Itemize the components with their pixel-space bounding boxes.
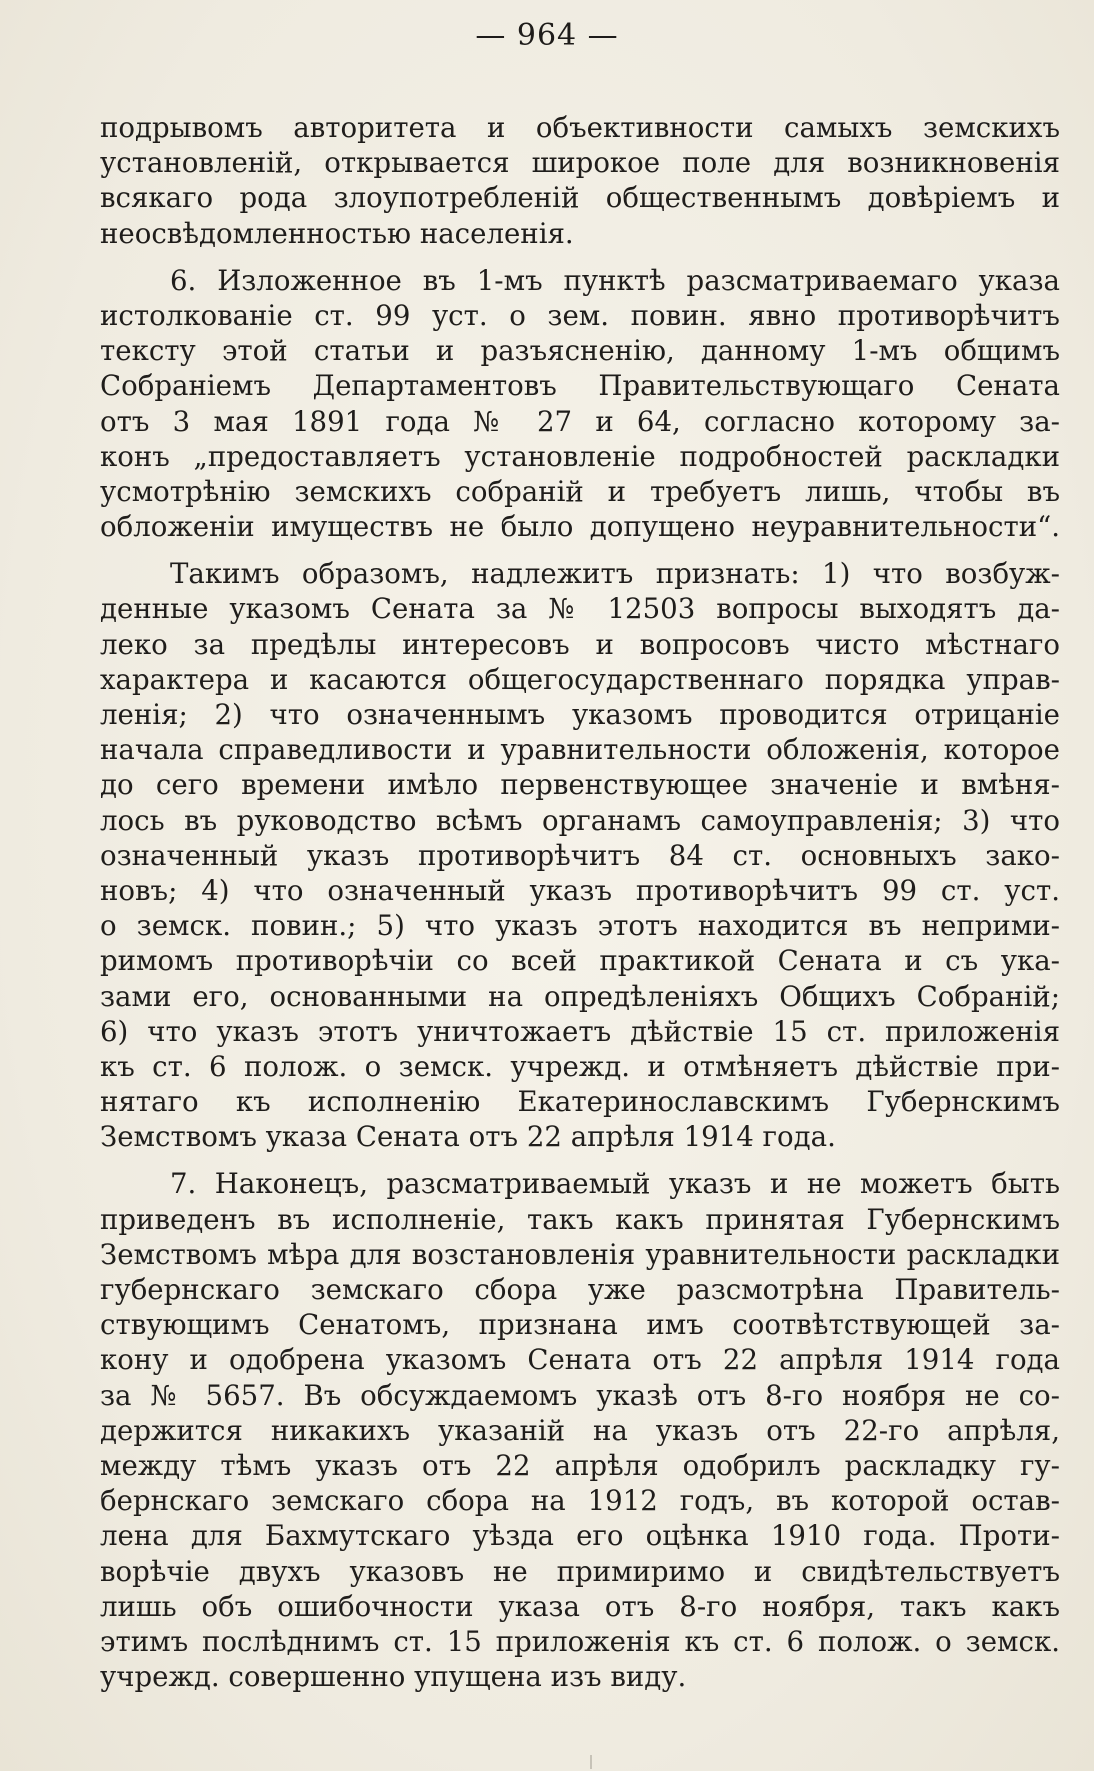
text-line: 7. Наконецъ, разсматриваемый указъ и не можетъ быть bbox=[170, 1167, 1060, 1201]
text-line: начала справедливости и уравнительности обложенія, которое bbox=[100, 733, 1060, 767]
text-line: губернскаго земскаго сбора уже разсмотрѣна Правитель- bbox=[100, 1273, 1060, 1306]
text-line: о земск. повин.; 5) что указъ этотъ находится въ неприми- bbox=[100, 909, 1060, 943]
text-line: Собраніемъ Департаментовъ Правительствующаго Сената bbox=[100, 369, 1060, 403]
text-line: ворѣчіе двухъ указовъ не примиримо и свидѣтельствуетъ bbox=[100, 1554, 1060, 1588]
text-line: обложеніи имуществъ не было допущено неуравнительности“. bbox=[100, 510, 1060, 544]
text-line: установленій, открывается широкое поле для возникновенія bbox=[100, 146, 1060, 180]
text-line: означенный указъ противорѣчитъ 84 ст. основныхъ зако- bbox=[100, 838, 1060, 872]
text-line: лось въ руководство всѣмъ органамъ самоуправленія; 3) что bbox=[100, 803, 1060, 837]
text-line: денные указомъ Сената за № 12503 вопросы выходятъ да- bbox=[100, 592, 1060, 626]
text-line: кону и одобрена указомъ Сената отъ 22 апрѣля 1914 года bbox=[100, 1343, 1060, 1377]
text-line: 6) что указъ этотъ уничтожаетъ дѣйствіе 15 ст. приложенія bbox=[100, 1014, 1060, 1048]
text-line: 6. Изложенное въ 1-мъ пунктѣ разсматриваемаго указа bbox=[170, 263, 1060, 297]
text-line: Земствомъ указа Сената отъ 22 апрѣля 1914 года. bbox=[100, 1120, 836, 1154]
text-line: лена для Бахмутскаго уѣзда его оцѣнка 1910 года. Проти- bbox=[100, 1519, 1060, 1553]
text-line: ленія; 2) что означеннымъ указомъ проводится отрицаніе bbox=[100, 698, 1060, 731]
page-number: — 964 — bbox=[475, 18, 619, 53]
paragraph-6 bbox=[100, 263, 1060, 545]
paragraph-1 bbox=[100, 110, 1060, 251]
text-line: приведенъ въ исполненіе, такъ какъ принятая Губернскимъ bbox=[100, 1202, 1060, 1236]
text-line: новъ; 4) что означенный указъ противорѣчитъ 99 ст. уст. bbox=[100, 873, 1060, 907]
text-line: конъ „предоставляетъ установленіе подробностей раскладки bbox=[100, 439, 1060, 473]
text-line: нятаго къ исполненію Екатеринославскимъ Губернскимъ bbox=[100, 1085, 1060, 1119]
text-line: всякаго рода злоупотребленій общественнымъ довѣріемъ и bbox=[100, 181, 1060, 215]
scan-mark bbox=[590, 1755, 592, 1769]
paragraph-7 bbox=[100, 1166, 1060, 1694]
text-line: ствующимъ Сенатомъ, признана имъ соотвѣтствующей за- bbox=[100, 1308, 1060, 1342]
text-line: неосвѣдомленностью населенія. bbox=[100, 216, 574, 250]
text-line: между тѣмъ указъ отъ 22 апрѣля одобрилъ раскладку гу- bbox=[100, 1448, 1060, 1482]
text-line: къ ст. 6 полож. о земск. учрежд. и отмѣняетъ дѣйствіе при- bbox=[100, 1049, 1060, 1083]
text-line: Земствомъ мѣра для возстановленія уравнительности раскладки bbox=[100, 1237, 1060, 1271]
text-line: усмотрѣнію земскихъ собраній и требуетъ лишь, чтобы въ bbox=[100, 474, 1060, 508]
text-line: лишь объ ошибочности указа отъ 8-го ноября, такъ какъ bbox=[100, 1589, 1060, 1623]
text-line: этимъ послѣднимъ ст. 15 приложенія къ ст. 6 полож. о земск. bbox=[100, 1624, 1060, 1658]
text-line: римомъ противорѣчіи со всей практикой Сената и съ ука- bbox=[100, 944, 1060, 978]
text-line: за № 5657. Въ обсуждаемомъ указѣ отъ 8-го ноября не со- bbox=[100, 1378, 1060, 1412]
text-line: истолкованіе ст. 99 уст. о зем. повин. явно противорѣчитъ bbox=[100, 298, 1060, 332]
paragraph-conclusions bbox=[100, 556, 1060, 1154]
page-body bbox=[100, 110, 1060, 1694]
text-line: отъ 3 мая 1891 года № 27 и 64, согласно которому за- bbox=[100, 404, 1060, 438]
text-line: до сего времени имѣло первенствующее значеніе и вмѣня- bbox=[100, 768, 1060, 802]
text-line: леко за предѣлы интересовъ и вопросовъ чисто мѣстнаго bbox=[100, 627, 1060, 661]
text-line: характера и касаются общегосударственнаго порядка управ- bbox=[100, 662, 1060, 696]
text-line: зами его, основанными на опредѣленіяхъ Общихъ Собраній; bbox=[100, 979, 1060, 1013]
text-line: учрежд. совершенно упущена изъ виду. bbox=[100, 1660, 687, 1694]
text-line: Такимъ образомъ, надлежитъ признать: 1) что возбуж- bbox=[170, 557, 1060, 591]
text-line: держится никакихъ указаній на указъ отъ 22-го апрѣля, bbox=[100, 1413, 1060, 1447]
text-line: бернскаго земскаго сбора на 1912 годъ, въ которой остав- bbox=[100, 1484, 1060, 1518]
text-line: тексту этой статьи и разъясненію, данному 1-мъ общимъ bbox=[100, 334, 1060, 368]
text-line: подрывомъ авторитета и объективности самыхъ земскихъ bbox=[100, 111, 1060, 144]
